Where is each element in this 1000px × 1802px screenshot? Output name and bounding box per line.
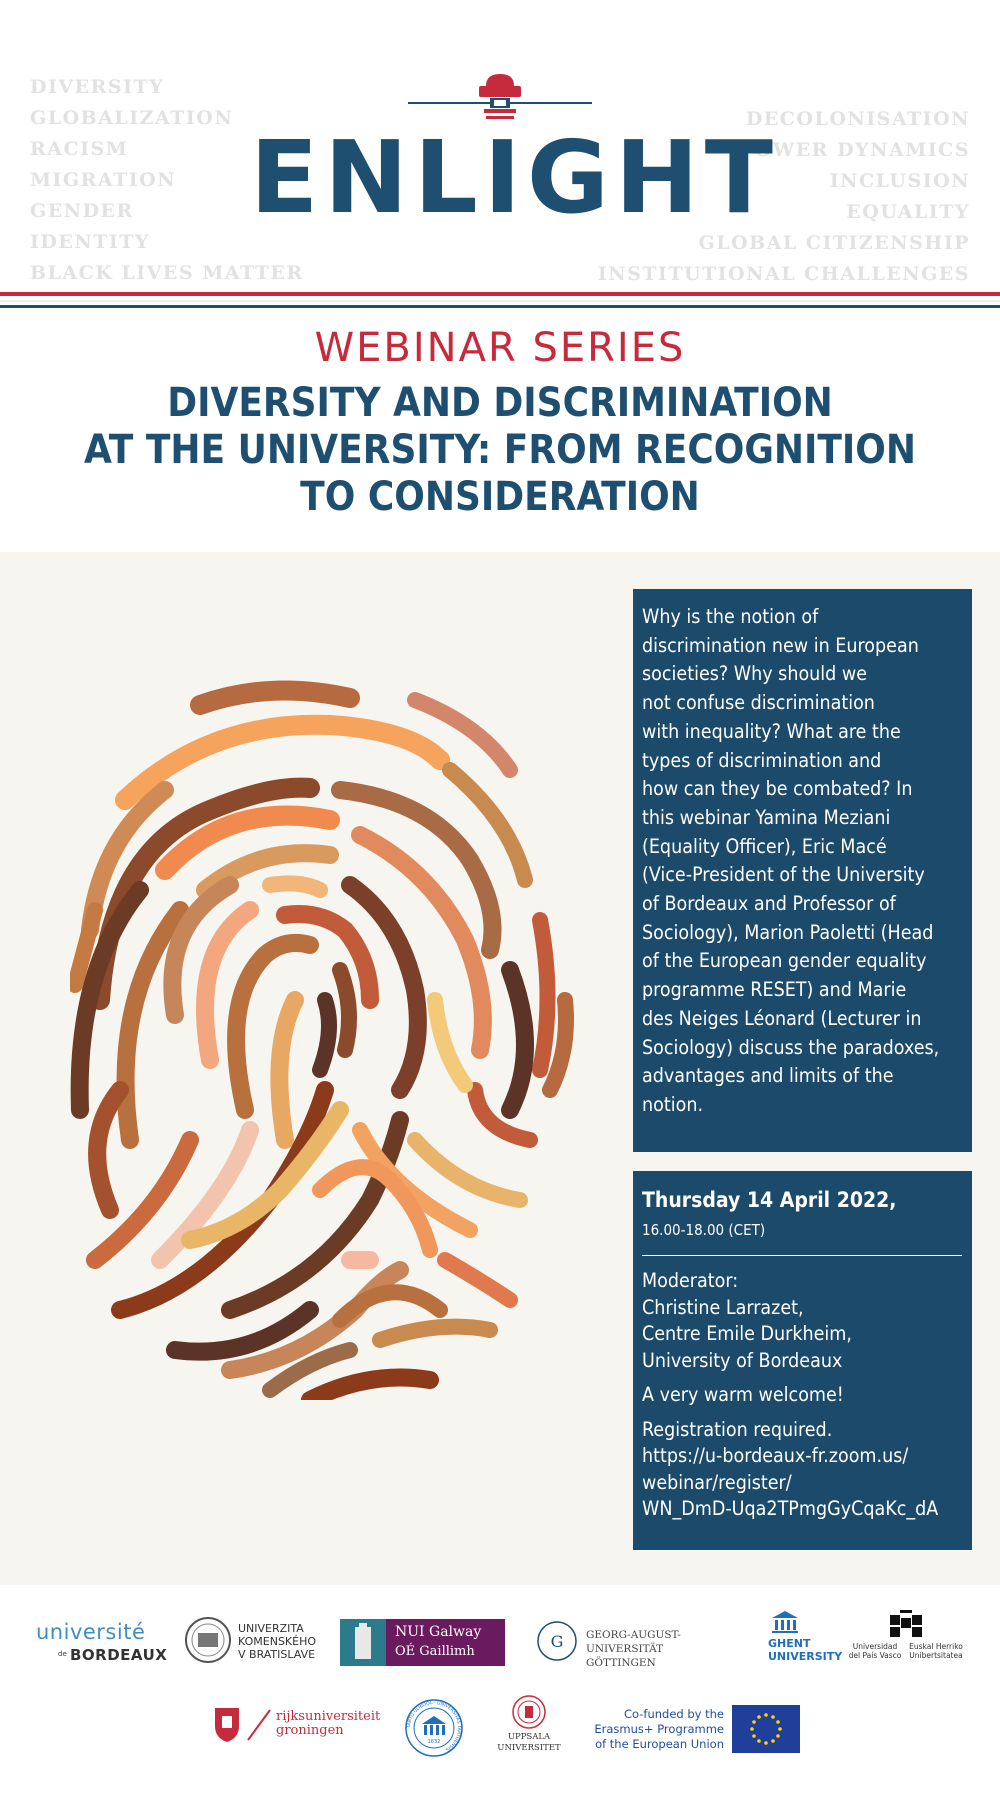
divider [642, 1255, 962, 1256]
registration-link[interactable]: webinar/register/ [642, 1470, 792, 1494]
upv-line: del País Vasco [848, 1651, 902, 1660]
series-label: WEBINAR SERIES [314, 325, 686, 371]
gottingen-seal-icon [536, 1620, 578, 1662]
logo-uppsala-university [494, 1694, 564, 1762]
keyword: DIVERSITY [30, 76, 165, 98]
description-line: des Neiges Léonard (Lecturer in [642, 1006, 922, 1030]
moderator-line: University of Bordeaux [642, 1348, 843, 1372]
description-line: of Bordeaux and Professor of [642, 892, 896, 916]
event-date: Thursday 14 April 2022, [642, 1188, 897, 1212]
keyword: MIGRATION [30, 169, 177, 191]
moderator-block [642, 1268, 962, 1374]
erasmus-line: of the European Union [595, 1737, 724, 1751]
galway-name-block [386, 1619, 505, 1666]
logo-groningen [212, 1704, 392, 1748]
galway-line: NUI Galway [395, 1624, 482, 1640]
gottingen-line: GÖTTINGEN [586, 1657, 656, 1669]
description-line: how can they be combated? In [642, 777, 913, 801]
description-line: with inequality? What are the [642, 719, 901, 743]
keyword: GLOBAL CITIZENSHIP [698, 232, 970, 254]
welcome-text: A very warm welcome! [642, 1383, 844, 1406]
logo-universite-bordeaux [36, 1620, 171, 1670]
svg-text:G: G [550, 1632, 564, 1651]
upv-ehu-emblem-icon [886, 1610, 926, 1638]
description-line: (Equality Officer), Eric Macé [642, 834, 887, 858]
description-line: programme RESET) and Marie [642, 978, 907, 1002]
groningen-slash-icon [244, 1704, 274, 1744]
description-line: societies? Why should we [642, 662, 868, 686]
bordeaux-de: de [58, 1650, 67, 1658]
groningen-text [276, 1710, 380, 1738]
erasmus-line: Erasmus+ Programme [594, 1722, 724, 1736]
description-line: Why is the notion of [642, 605, 819, 628]
keyword: INSTITUTIONAL CHALLENGES [597, 263, 970, 285]
keyword: IDENTITY [30, 231, 150, 253]
gottingen-text [586, 1628, 751, 1670]
svg-text:TARTU ÜLIKOOL · UNIVERSITAS TA: TARTU ÜLIKOOL · UNIVERSITAS TARTUENSIS [406, 1700, 462, 1752]
keyword: BLACK LIVES MATTER [30, 262, 304, 284]
logo-upv-ehu [846, 1610, 966, 1665]
description-line: of the European gender equality [642, 949, 927, 973]
page-title [40, 380, 960, 521]
registration-note: Registration required. [642, 1417, 833, 1441]
svg-text:1632: 1632 [427, 1739, 441, 1745]
keyword: GENDER [30, 200, 134, 222]
keyword: DECOLONISATION [745, 108, 970, 130]
uppsala-seal-icon [511, 1694, 547, 1730]
logo-erasmus-plus [584, 1705, 800, 1753]
moderator-line: Moderator: [642, 1269, 739, 1292]
logo-university-of-tartu [404, 1698, 464, 1758]
ghent-line: UNIVERSITY [768, 1650, 843, 1663]
comenius-line: V BRATISLAVE [238, 1648, 316, 1661]
description-line: discrimination new in European [642, 633, 919, 657]
fingerprint-illustration [70, 670, 580, 1400]
comenius-line: UNIVERZITA [238, 1622, 304, 1635]
title-line: TO CONSIDERATION [300, 474, 700, 520]
event-time: 16.00-18.00 (CET) [642, 1221, 766, 1239]
ghent-text [768, 1637, 842, 1663]
gottingen-line: GEORG-AUGUST-UNIVERSITÄT [586, 1629, 681, 1655]
upv-right-text [906, 1642, 966, 1660]
description-line: Sociology) discuss the paradoxes, [642, 1035, 940, 1059]
moderator-line: Centre Emile Durkheim, [642, 1322, 852, 1345]
registration-link[interactable]: WN_DmD-Uqa2TPmgGyCqaKc_dA [642, 1497, 939, 1520]
keyword: EQUALITY [846, 201, 970, 223]
logo-comenius-university [184, 1616, 319, 1666]
upv-line: Euskal Herriko [909, 1642, 963, 1651]
ghent-line: GHENT [768, 1637, 811, 1650]
bordeaux-top: université [36, 1620, 146, 1644]
galway-tower-icon [340, 1619, 386, 1666]
comenius-seal-icon [184, 1616, 232, 1664]
enlight-logo [250, 68, 779, 236]
upv-left-text [846, 1642, 904, 1660]
keyword: GLOBALIZATION [30, 107, 234, 129]
registration-block [642, 1417, 962, 1523]
groningen-line: rijksuniversiteit [276, 1709, 381, 1724]
registration-link[interactable]: https://u-bordeaux-fr.zoom.us/ [642, 1444, 909, 1467]
comenius-line: KOMENSKÉHO [238, 1635, 317, 1648]
bordeaux-bottom: BORDEAUX [70, 1646, 168, 1664]
galway-line: OÉ Gaillimh [395, 1644, 475, 1659]
uppsala-line: UPPSALA [507, 1732, 551, 1742]
groningen-crest-icon [212, 1704, 242, 1744]
title-line: DIVERSITY AND DISCRIMINATION [167, 380, 833, 426]
erasmus-line: Co-funded by the [623, 1707, 724, 1721]
uppsala-line: UNIVERSITET [497, 1743, 561, 1753]
keyword: RACISM [30, 138, 129, 160]
eu-flag-icon [732, 1705, 800, 1753]
event-details-box [633, 1171, 972, 1550]
logo-gottingen [536, 1620, 751, 1669]
divider-navy [0, 305, 1000, 308]
groningen-line: groningen [276, 1723, 344, 1738]
comenius-text [238, 1622, 316, 1661]
upv-line: Unibertsitatea [909, 1651, 963, 1660]
description-line: advantages and limits of the [642, 1064, 894, 1088]
moderator-line: Christine Larrazet, [642, 1295, 804, 1319]
description-line: types of discrimination and [642, 748, 882, 772]
logo-nui-galway [340, 1619, 505, 1666]
upv-line: Universidad [852, 1642, 898, 1651]
description-line: not confuse discrimination [642, 691, 875, 715]
tartu-ring-text [404, 1698, 464, 1758]
description-line: notion. [642, 1092, 704, 1116]
logo-ghent-university [768, 1610, 843, 1665]
ghent-building-icon [770, 1610, 800, 1634]
divider-red [0, 292, 1000, 296]
description-line: this webinar Yamina Meziani [642, 805, 891, 829]
keyword: POWER DYNAMICS [739, 139, 970, 161]
description-line: (Vice-President of the University [642, 863, 925, 887]
uppsala-text [494, 1732, 564, 1754]
divider-white [0, 300, 1000, 302]
erasmus-text [584, 1707, 724, 1752]
logo-wordmark: ENLIGHT [250, 119, 779, 236]
keyword: INCLUSION [829, 170, 970, 192]
description-box [633, 589, 972, 1152]
title-line: AT THE UNIVERSITY: FROM RECOGNITION [84, 427, 916, 473]
description-line: Sociology), Marion Paoletti (Head [642, 920, 934, 944]
